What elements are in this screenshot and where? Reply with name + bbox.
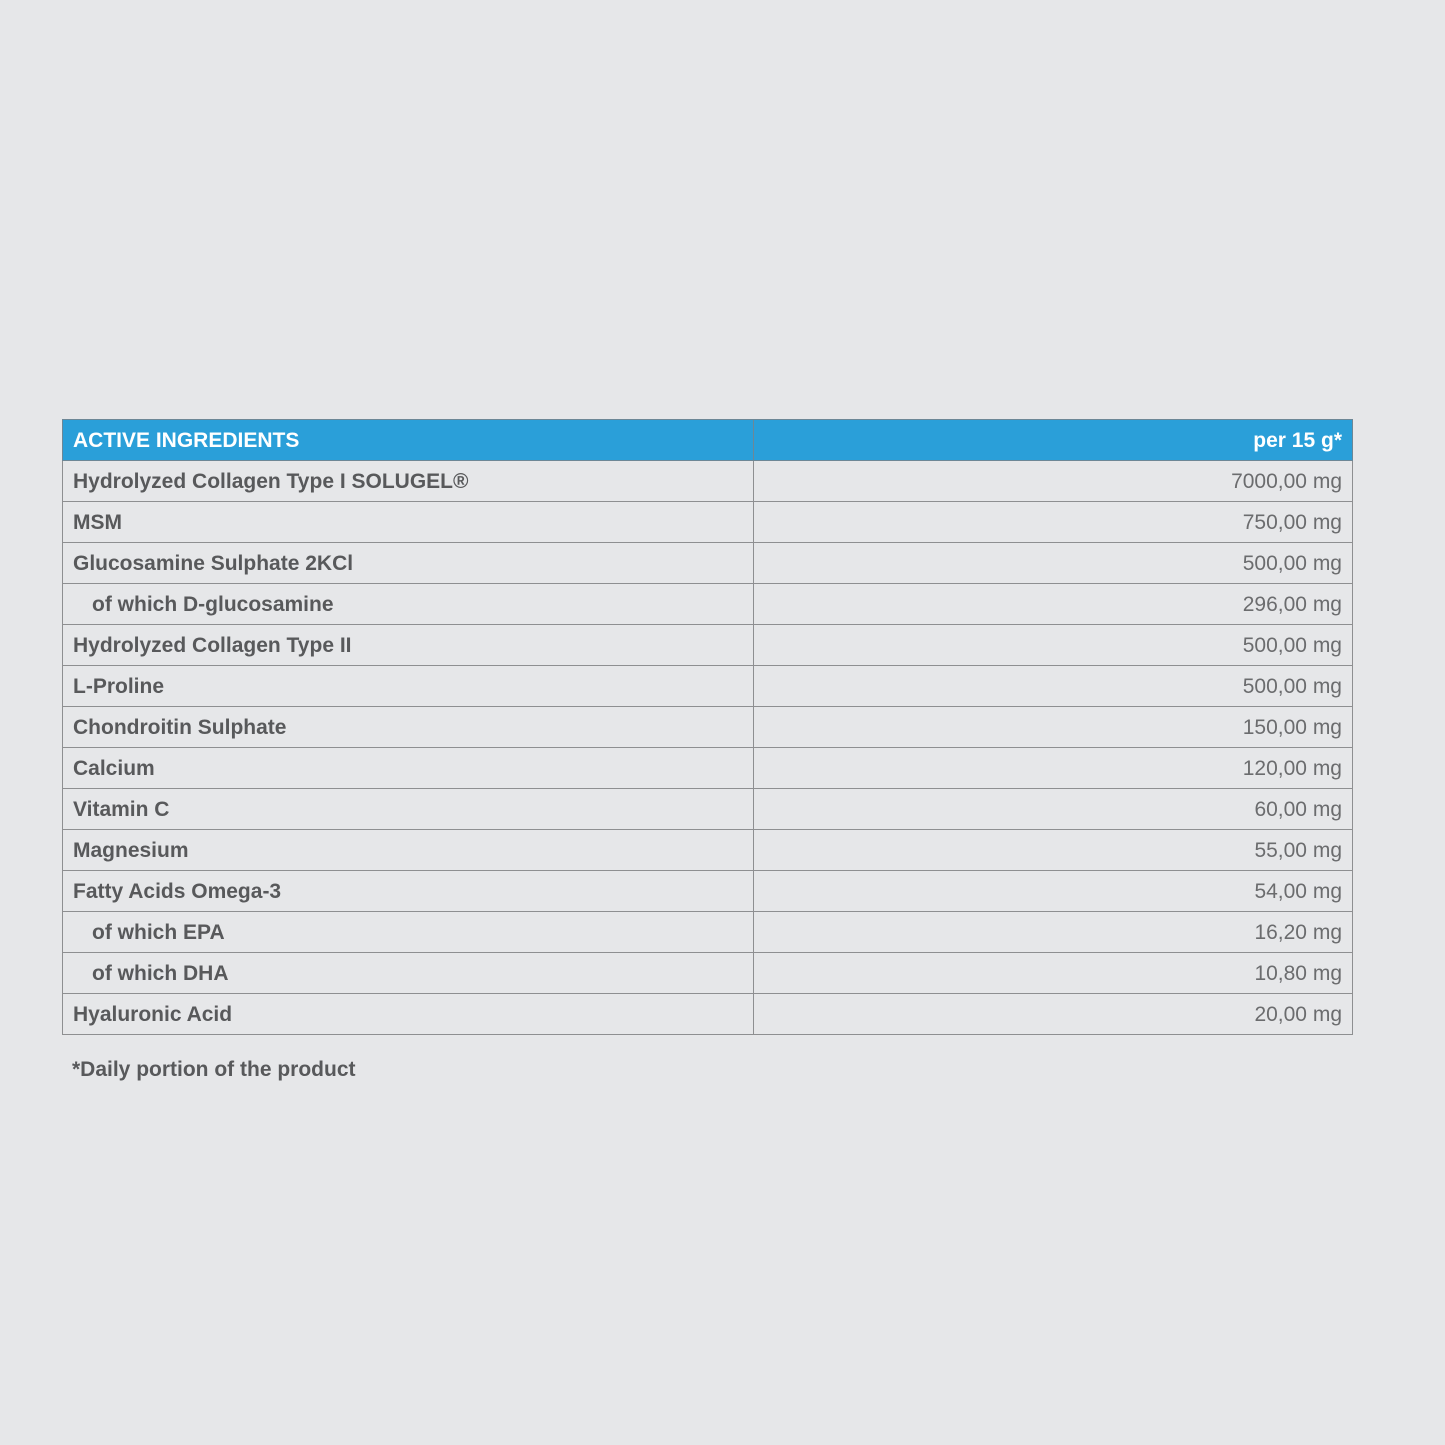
ingredient-sub-name: of which DHA (63, 953, 754, 994)
table-row (63, 707, 1353, 748)
ingredient-amount: 55,00 mg (754, 830, 1353, 871)
ingredient-name: L-Proline (63, 666, 754, 707)
table-row (63, 789, 1353, 830)
ingredient-amount: 120,00 mg (754, 748, 1353, 789)
ingredient-amount: 54,00 mg (754, 871, 1353, 912)
ingredient-amount: 750,00 mg (754, 502, 1353, 543)
table-row (63, 461, 1353, 502)
ingredients-table (62, 419, 1353, 1035)
ingredient-amount: 150,00 mg (754, 707, 1353, 748)
ingredient-name: Magnesium (63, 830, 754, 871)
table-row (63, 543, 1353, 584)
ingredient-amount: 500,00 mg (754, 625, 1353, 666)
ingredient-amount: 500,00 mg (754, 543, 1353, 584)
table-row (63, 953, 1353, 994)
table-row (63, 830, 1353, 871)
footnote: *Daily portion of the product (72, 1058, 356, 1081)
ingredient-name: Chondroitin Sulphate (63, 707, 754, 748)
ingredient-name: Calcium (63, 748, 754, 789)
table-row (63, 912, 1353, 953)
ingredient-name: Fatty Acids Omega-3 (63, 871, 754, 912)
ingredient-name: Hyaluronic Acid (63, 994, 754, 1035)
header-ingredients: ACTIVE INGREDIENTS (63, 420, 754, 461)
ingredient-name: Vitamin C (63, 789, 754, 830)
table-body (63, 461, 1353, 1035)
ingredient-sub-name: of which D-glucosamine (63, 584, 754, 625)
ingredient-amount: 7000,00 mg (754, 461, 1353, 502)
table-row (63, 666, 1353, 707)
ingredient-name: MSM (63, 502, 754, 543)
ingredient-amount: 16,20 mg (754, 912, 1353, 953)
ingredients-table-container (62, 419, 1352, 1035)
ingredient-amount: 500,00 mg (754, 666, 1353, 707)
ingredient-sub-name: of which EPA (63, 912, 754, 953)
ingredient-name: Hydrolyzed Collagen Type I SOLUGEL® (63, 461, 754, 502)
table-row (63, 502, 1353, 543)
table-row (63, 584, 1353, 625)
table-header-row (63, 420, 1353, 461)
table-row (63, 994, 1353, 1035)
header-amount: per 15 g* (754, 420, 1353, 461)
table-row (63, 871, 1353, 912)
ingredient-amount: 60,00 mg (754, 789, 1353, 830)
table-row (63, 625, 1353, 666)
ingredient-name: Hydrolyzed Collagen Type II (63, 625, 754, 666)
ingredient-amount: 20,00 mg (754, 994, 1353, 1035)
ingredient-amount: 10,80 mg (754, 953, 1353, 994)
ingredient-name: Glucosamine Sulphate 2KCl (63, 543, 754, 584)
table-row (63, 748, 1353, 789)
ingredient-amount: 296,00 mg (754, 584, 1353, 625)
